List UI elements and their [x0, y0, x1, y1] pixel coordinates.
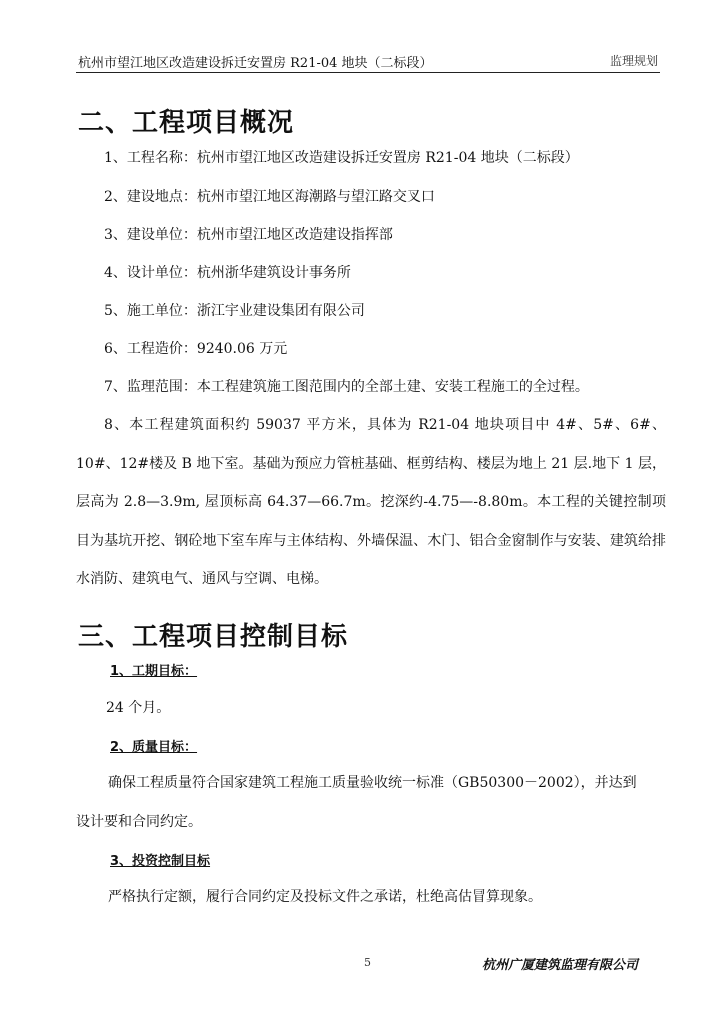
overview-item-1: 1、工程名称：杭州市望江地区改造建设拆迁安置房 R21-04 地块（二标段）: [104, 150, 579, 166]
quality-goal-heading: 2、质量目标：: [110, 740, 198, 755]
schedule-goal-heading: 1、工期目标：: [110, 664, 198, 679]
investment-goal-text: 严格执行定额，履行合同约定及投标文件之承诺，杜绝高估冒算现象。: [108, 889, 542, 905]
overview-item-3: 3、建设单位：杭州市望江地区改造建设指挥部: [104, 227, 393, 243]
overview-item-7: 7、监理范围：本工程建筑施工图范围内的全部土建、安装工程施工的全过程。: [104, 379, 589, 395]
overview-item-6: 6、工程造价：9240.06 万元: [104, 341, 288, 357]
schedule-goal-text: 24 个月。: [106, 700, 171, 716]
header-project-name: 杭州市望江地区改造建设拆迁安置房 R21-04 地块（二标段）: [78, 56, 433, 71]
overview-item-2: 2、建设地点：杭州市望江地区海潮路与望江路交叉口: [104, 189, 435, 205]
page-header: [76, 50, 660, 73]
investment-goal-heading: 3、投资控制目标: [110, 854, 211, 869]
overview-item-4: 4、设计单位：杭州浙华建筑设计事务所: [104, 265, 351, 281]
overview-item-5: 5、施工单位：浙江宇业建设集团有限公司: [104, 303, 365, 319]
footer-company-name: 杭州广厦建筑监理有限公司: [481, 958, 638, 973]
header-doc-type: 监理规划: [609, 54, 658, 68]
page-number: 5: [364, 956, 371, 969]
quality-goal-line-2: 设计要和合同约定。: [76, 814, 202, 830]
section-2-title: 二、工程项目概况: [78, 108, 295, 138]
section-3-title: 三、工程项目控制目标: [78, 622, 349, 652]
overview-item-8-paragraph: 8、本工程建筑面积约 59037 平方米，具体为 R21-04 地块项目中 4#、5#、6#、10#、12#楼及 B 地下室。基础为预应力管桩基础、框剪结构、楼层为地上 21 层.地下 1 层，层高为 2.8—3.9m, 屋顶标高 64.37—66.7m。挖深约-4.75—-8.80m。本工程的关键控制项目为基坑开挖、钢砼地下室车库与主体结构、外墙保温、木门、铝合金窗制作与安装、建筑给排水消防、建筑电气、通风与空调、电梯。: [76, 417, 666, 587]
quality-goal-line-1: 确保工程质量符合国家建筑工程施工质量验收统一标准（GB50300－2002），并达到: [108, 775, 637, 791]
